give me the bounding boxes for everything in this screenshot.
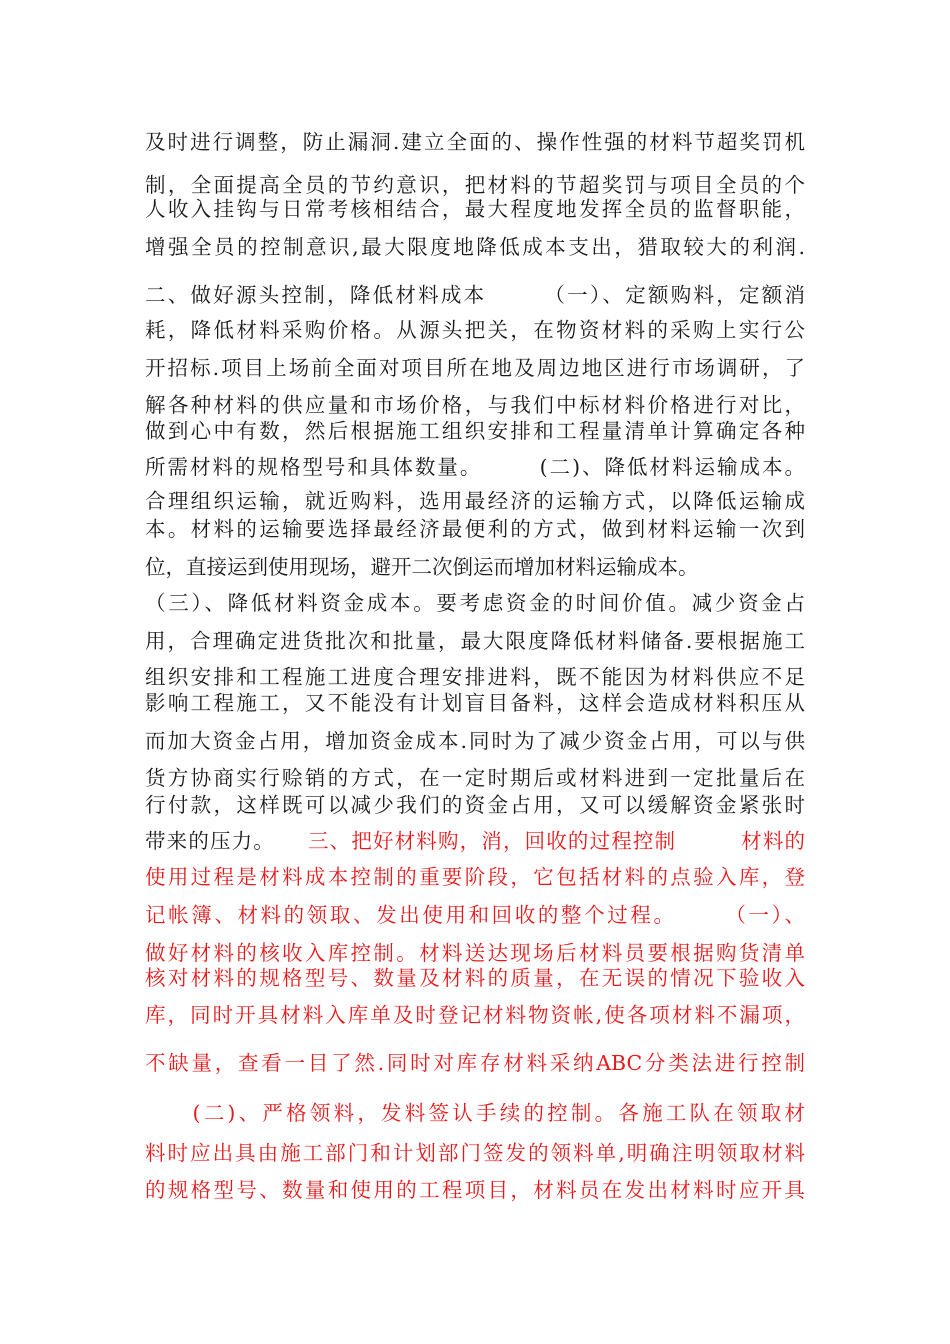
text-segment: 货方协商实行赊销的方式，在一定时期后或材料进到一定批量后在 (145, 766, 805, 790)
text-line (145, 554, 805, 580)
text-segment: 增强全员的控制意识,最大限度地降低成本支出，猎取较大的利润. (145, 235, 805, 259)
highlighted-text-segment: (二)、严格领料，发料签认手续的控制。各施工队在领取材 (145, 1101, 805, 1125)
text-segment: 而加大资金占用，增加资金成本.同时为了减少资金占用，可以与供 (145, 729, 805, 753)
highlighted-text-segment: 三、把好材料购，消，回收的过程控制 材料的 (264, 829, 806, 853)
text-line (145, 129, 805, 155)
highlighted-text-segment: 核对材料的规格型号、数量及材料的质量，在无误的情况下验收入 (145, 966, 805, 990)
text-segment: 组织安排和工程施工进度合理安排进料，既不能因为材料供应不足 (145, 665, 805, 689)
text-segment: 合理组织运输，就近购料，选用最经济的运输方式，以降低运输成 (145, 489, 805, 513)
text-line (145, 196, 805, 222)
text-line (145, 690, 805, 716)
highlighted-text-segment: 料时应出具由施工部门和计划部门签发的领料单,明确注明领取材料 (145, 1141, 805, 1165)
text-line (145, 1002, 805, 1028)
text-segment: 解各种材料的供应量和市场价格，与我们中标材料价格进行对比， (145, 393, 805, 417)
text-line (145, 282, 805, 308)
text-segment: 带来的压力。 (145, 829, 265, 853)
text-segment: 所需材料的规格型号和具体数量。 (二)、降低材料运输成本。 (145, 455, 805, 479)
text-line (145, 172, 805, 198)
text-line (145, 664, 805, 690)
text-line (145, 1050, 805, 1076)
text-segment: 做到心中有数，然后根据施工组织安排和工程量清单计算确定各种 (145, 419, 805, 443)
text-line (145, 828, 805, 854)
highlighted-text-segment: 库，同时开具材料入库单及时登记材料物资帐,使各项材料不漏项， (145, 1003, 805, 1027)
text-line (145, 418, 805, 444)
text-segment: 用，合理确定进货批次和批量，最大限度降低材料储备.要根据施工 (145, 629, 805, 653)
highlighted-text-segment: 做好材料的核收入库控制。材料送达现场后材料员要根据购货清单 (145, 941, 805, 965)
text-segment: 制，全面提高全员的节约意识，把材料的节超奖罚与项目全员的个 (145, 173, 805, 197)
text-line (145, 792, 805, 818)
text-line (145, 765, 805, 791)
text-line (145, 1100, 805, 1126)
text-line (145, 902, 805, 928)
text-line (145, 454, 805, 480)
text-line (145, 728, 805, 754)
text-line (145, 1140, 805, 1166)
highlighted-text-segment: 的规格型号、数量和使用的工程项目，材料员在发出材料时应开具 (145, 1178, 805, 1202)
text-segment: 开招标.项目上场前全面对项目所在地及周边地区进行市场调研，了 (145, 356, 805, 380)
highlighted-text-segment: 不缺量，查看一目了然.同时对库存材料采纳ABC分类法进行控制 (145, 1051, 805, 1075)
text-segment: 位，直接运到使用现场，避开二次倒运而增加材料运输成本。 (145, 555, 699, 579)
text-line (145, 628, 805, 654)
text-line (145, 1177, 805, 1203)
text-line (145, 940, 805, 966)
text-line (145, 355, 805, 381)
text-line (145, 864, 805, 890)
text-segment: 影响工程施工，又不能没有计划盲目备料，这样会造成材料积压从 (145, 691, 805, 715)
text-segment: 耗，降低材料采购价格。从源头把关，在物资材料的采购上实行公 (145, 318, 805, 342)
text-segment: 二、做好源头控制，降低材料成本 （一）、定额购料，定额消 (145, 283, 805, 307)
text-line (145, 488, 805, 514)
text-line (145, 392, 805, 418)
text-line (145, 516, 805, 542)
text-segment: 人收入挂钩与日常考核相结合，最大程度地发挥全员的监督职能， (145, 197, 805, 221)
text-line (145, 965, 805, 991)
text-segment: 本。材料的运输要选择最经济最便利的方式，做到材料运输一次到 (145, 517, 805, 541)
text-segment: 行付款，这样既可以减少我们的资金占用，又可以缓解资金紧张时 (145, 793, 805, 817)
highlighted-text-segment: 记帐簿、材料的领取、发出使用和回收的整个过程。 （一）、 (145, 903, 805, 927)
text-segment: （三）、降低材料资金成本。要考虑资金的时间价值。减少资金占 (145, 591, 805, 615)
text-line (145, 234, 805, 260)
text-segment: 及时进行调整，防止漏洞.建立全面的、操作性强的材料节超奖罚机 (145, 130, 805, 154)
text-line (145, 590, 805, 616)
text-line (145, 317, 805, 343)
highlighted-text-segment: 使用过程是材料成本控制的重要阶段，它包括材料的点验入库，登 (145, 865, 805, 889)
